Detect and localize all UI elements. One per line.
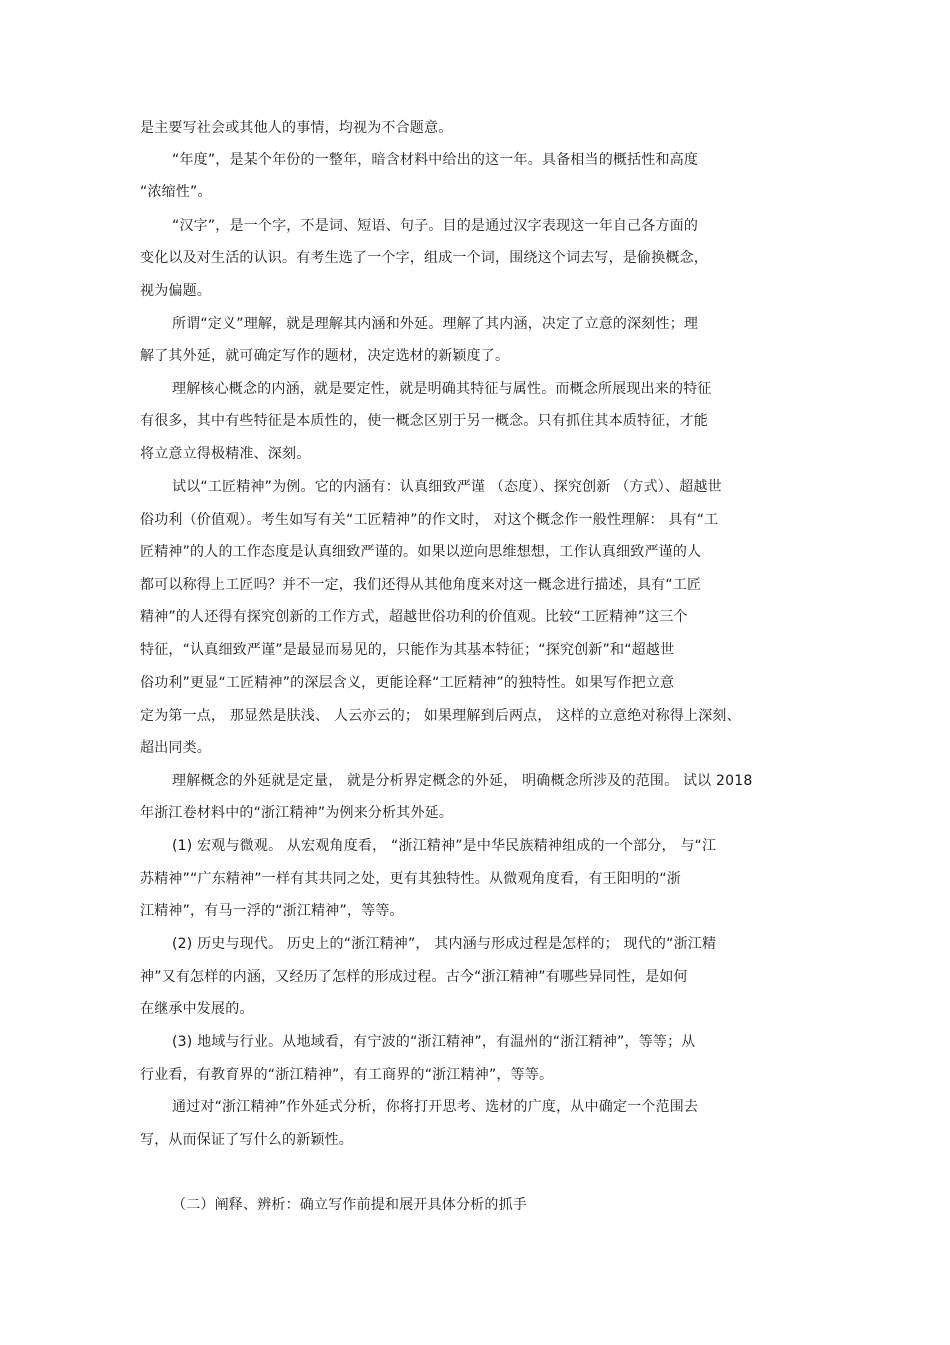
text-line: 理解核心概念的内涵，就是要定性，就是明确其特征与属性。而概念所展现出来的特征 (172, 381, 712, 397)
text-line: 在继承中发展的。 (140, 1001, 254, 1017)
text-line: 试以“工匠精神”为例。它的内涵有：认真细致严谨 （态度）、探究创新 （方式）、超越世 (172, 479, 722, 495)
text-line: 行业看，有教育界的“浙江精神”，有工商界的“浙江精神”，等等。 (140, 1067, 554, 1083)
text-line: 江精神”，有马一浮的“浙江精神”，等等。 (140, 903, 404, 919)
text-line: 将立意立得极精准、深刻。 (140, 446, 311, 462)
section-heading: （二）阐释、辨析：确立写作前提和展开具体分析的抓手 (172, 1197, 527, 1213)
text-line: “浓缩性”。 (140, 184, 212, 200)
text-line: “汉字”，是一个字，不是词、短语、句子。目的是通过汉字表现这一年自己各方面的 (172, 218, 699, 234)
text-line: 特征，“认真细致严谨”是最显而易见的，只能作为其基本特征；“探究创新”和“超越世 (140, 642, 675, 658)
text-line: 定为第一点， 那显然是肤浅、 人云亦云的； 如果理解到后两点， 这样的立意绝对称得上深刻、 (140, 708, 741, 724)
text-line: 匠精神”的人的工作态度是认真细致严谨的。如果以逆向思维想想，工作认真细致严谨的人 (140, 544, 702, 560)
text-line: (2) 历史与现代。 历史上的“浙江精神”， 其内涵与形成过程是怎样的； 现代的“浙江精 (172, 936, 717, 952)
text-line: 理解概念的外延就是定量， 就是分析界定概念的外延， 明确概念所涉及的范围。 试以 2018 (172, 773, 753, 789)
text-line: 视为偏题。 (140, 283, 211, 299)
text-line: 变化以及对生活的认识。有考生选了一个字，组成一个词，围绕这个词去写，是偷换概念， (140, 250, 708, 266)
text-line: 苏精神”“广东精神”一样有其共同之处，更有其独特性。从微观角度看，有王阳明的“浙 (140, 871, 682, 887)
text-line: “年度”，是某个年份的一整年，暗含材料中给出的这一年。具备相当的概括性和高度 (172, 152, 699, 168)
text-line: (3) 地域与行业。从地域看，有宁波的“浙江精神”，有温州的“浙江精神”，等等；从 (172, 1034, 696, 1050)
text-line: 超出同类。 (140, 740, 211, 756)
text-line: 俗功利（价值观）。考生如写有关“工匠精神”的作文时， 对这个概念作一般性理解： 具有“工 (140, 512, 719, 528)
text-line: (1) 宏观与微观。 从宏观角度看， “浙江精神”是中华民族精神组成的一个部分， 与“江 (172, 838, 717, 854)
text-line: 精神”的人还得有探究创新的工作方式，超越世俗功利的价值观。比较“工匠精神”这三个 (140, 609, 688, 625)
text-line: 有很多，其中有些特征是本质性的，使一概念区别于另一概念。只有抓住其本质特征，才能 (140, 413, 708, 429)
text-line: 是主要写社会或其他人的事情，均视为不合题意。 (140, 120, 453, 136)
text-line: 年浙江卷材料中的“浙江精神”为例来分析其外延。 (140, 805, 454, 821)
text-line: 通过对“浙江精神”作外延式分析，你将打开思考、选材的广度，从中确定一个范围去 (172, 1099, 699, 1115)
text-line: 解了其外延，就可确定写作的题材，决定选材的新颖度了。 (140, 348, 510, 364)
text-line: 都可以称得上工匠吗？并不一定，我们还得从其他角度来对这一概念进行描述，具有“工匠 (140, 577, 702, 593)
text-line: 神”又有怎样的内涵，又经历了怎样的形成过程。古今“浙江精神”有哪些异同性，是如何 (140, 969, 688, 985)
text-line: 俗功利”更显“工匠精神”的深层含义，更能诠释“工匠精神”的独特性。如果写作把立意 (140, 675, 675, 691)
text-line: 所谓“定义”理解，就是理解其内涵和外延。理解了其内涵，决定了立意的深刻性；理 (172, 316, 699, 332)
text-line: 写，从而保证了写什么的新颖性。 (140, 1132, 353, 1148)
